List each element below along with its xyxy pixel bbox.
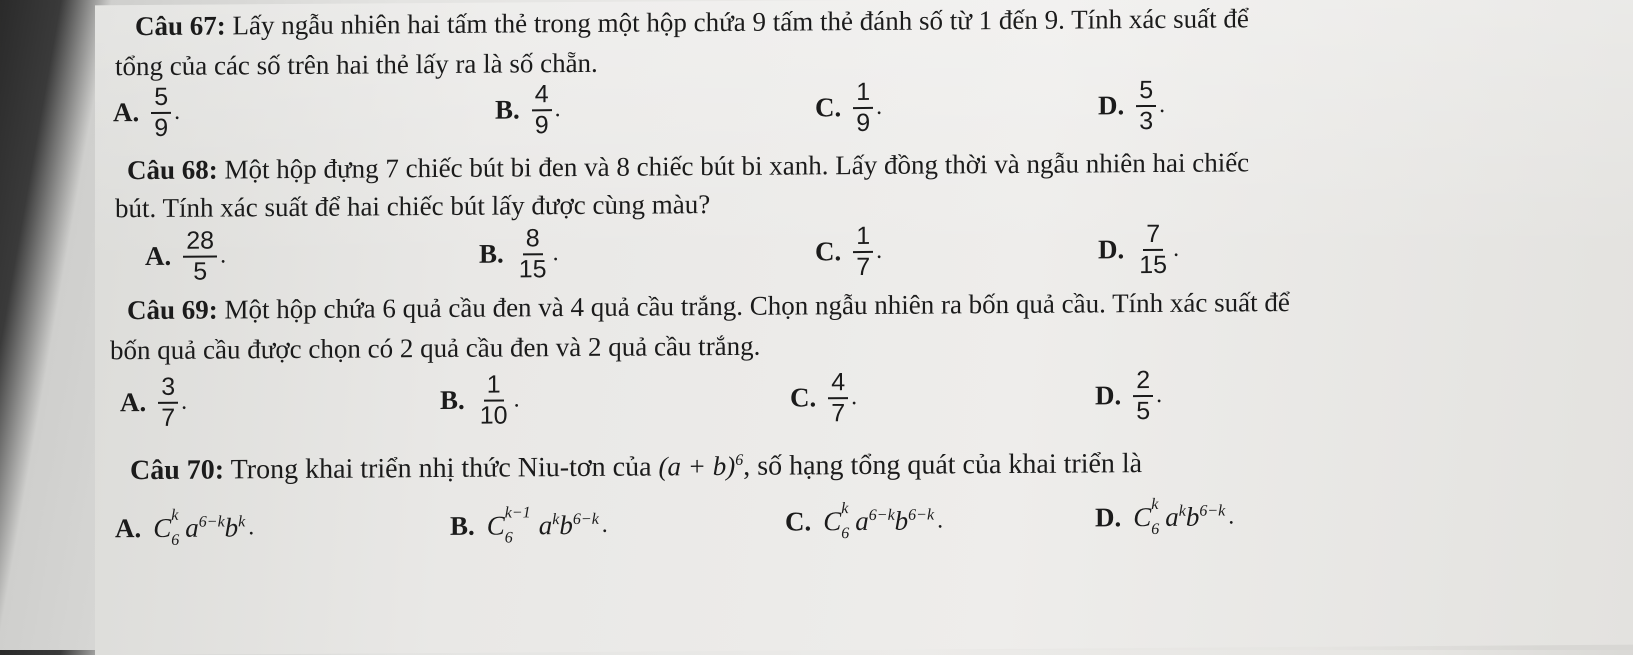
exp-b: 6−k xyxy=(1199,502,1226,520)
comb-sup: k xyxy=(1151,495,1159,513)
fraction xyxy=(853,78,873,138)
term-a: a xyxy=(185,512,199,543)
option-label: D. xyxy=(1098,90,1125,121)
q67-option-b[interactable]: B. $\frac{4}{9}$ . xyxy=(495,80,561,140)
fraction xyxy=(1136,220,1170,280)
q67-option-c[interactable]: C. $\frac{1}{9}$ . xyxy=(815,77,883,137)
numerator: 4 xyxy=(828,368,848,399)
q70-option-b[interactable]: B. C k−1 6 $a^kb^{6-k}$ . xyxy=(450,504,608,547)
numerator: 28 xyxy=(183,227,217,258)
q70-text-pre: Trong khai triển nhị thức Niu-tơn của xyxy=(230,451,652,486)
exp-a: 6−k xyxy=(198,513,225,531)
q70-options xyxy=(95,495,1595,565)
fraction xyxy=(158,373,178,433)
paper-sheet xyxy=(95,0,1633,655)
option-label: D. xyxy=(1098,234,1125,265)
term-a: a xyxy=(1165,501,1179,532)
q68-heading: Câu 68: xyxy=(127,154,218,186)
option-label: D. xyxy=(1095,502,1122,533)
exp-a: k xyxy=(1178,502,1186,520)
denominator: 7 xyxy=(856,252,871,281)
numerator: 5 xyxy=(1136,76,1156,107)
denominator: 3 xyxy=(1139,106,1154,135)
comb-sub: 6 xyxy=(171,531,180,549)
q70-line1 xyxy=(130,448,1142,487)
exp-a: 6−k xyxy=(868,506,895,524)
comb-sub: 6 xyxy=(1151,520,1160,538)
q70-option-d[interactable]: D. C k 6 $a^kb^{6-k}$ . xyxy=(1095,495,1235,538)
q69-option-a[interactable]: A. $\frac{3}{7}$ . xyxy=(120,372,188,432)
fraction xyxy=(532,80,552,140)
q69-heading: Câu 69: xyxy=(127,294,218,326)
q67-line1 xyxy=(135,3,1249,42)
comb-sup: k−1 xyxy=(504,504,531,522)
option-label: A. xyxy=(115,513,142,544)
q69-option-c[interactable]: C. $\frac{4}{7}$ . xyxy=(790,368,858,427)
option-label: D. xyxy=(1095,380,1122,411)
term-b: b xyxy=(1185,501,1200,532)
q69-option-b[interactable]: B. $\frac{1}{10}$ . xyxy=(440,370,520,430)
q68-options xyxy=(95,217,1595,297)
q67-text1: Lấy ngẫu nhiên hai tấm thẻ trong một hộp chứa 9 tấm thẻ đánh số từ 1 đến 9. Tính xác suất để xyxy=(232,3,1249,41)
q70-text-post: , số hạng tổng quát của khai triển là xyxy=(743,448,1143,482)
numerator: 1 xyxy=(853,78,873,109)
q69-options xyxy=(95,363,1595,453)
denominator: 9 xyxy=(856,108,871,137)
q68-option-a[interactable]: A. $\frac{28}{5}$ . xyxy=(145,226,227,286)
q67-options xyxy=(95,73,1595,153)
option-label: B. xyxy=(440,385,465,416)
q70-binomial xyxy=(659,451,744,482)
q68-option-c[interactable]: C. $\frac{1}{7}$ . xyxy=(815,221,883,281)
q68-text1: Một hộp đựng 7 chiếc bút bi đen và 8 chiếc bút bi xanh. Lấy đồng thời và ngẫu nhiên hai chiếc xyxy=(224,147,1250,185)
q70-heading: Câu 70: xyxy=(130,454,225,487)
comb-sup: k xyxy=(171,506,179,524)
option-label: C. xyxy=(815,92,842,123)
q70-option-c[interactable]: C. C k 6 $a^{6-k}b^{6-k}$ . xyxy=(785,500,944,543)
q68-option-d[interactable]: D. $\frac{7}{15}$ . xyxy=(1098,219,1180,279)
denominator: 10 xyxy=(479,401,508,430)
fraction xyxy=(828,368,848,428)
numerator: 1 xyxy=(484,371,504,402)
q67-heading: Câu 67: xyxy=(135,10,226,42)
term-b: b xyxy=(224,512,239,543)
denominator: 5 xyxy=(193,257,208,286)
q67-option-a[interactable]: A. $\frac{5}{9}$ . xyxy=(113,82,181,142)
option-label: A. xyxy=(113,97,140,128)
q68-option-b[interactable]: B. $\frac{8}{15}$ . xyxy=(479,224,559,284)
numerator: 4 xyxy=(532,80,552,111)
numerator: 7 xyxy=(1143,220,1163,251)
term-b: b xyxy=(559,510,573,541)
binomial-base: (a + b) xyxy=(658,450,736,482)
comb-sup: k xyxy=(841,500,849,518)
binomial-exponent: 6 xyxy=(735,451,744,469)
combination-symbol: C xyxy=(486,510,505,541)
q67-line2: tổng của các số trên hai thẻ lấy ra là số chẵn. xyxy=(115,47,598,82)
fraction xyxy=(151,83,171,143)
denominator: 9 xyxy=(534,110,549,140)
q69-option-d[interactable]: D. $\frac{2}{5}$ . xyxy=(1095,366,1163,425)
q70-option-a[interactable]: A. C k 6 $a^{6-k}b^k$ . xyxy=(115,506,255,549)
comb-sub: 6 xyxy=(504,529,513,547)
denominator: 15 xyxy=(1139,250,1168,279)
option-label: B. xyxy=(450,510,475,541)
q68-line1 xyxy=(127,147,1249,186)
denominator: 7 xyxy=(161,403,176,432)
q69-text1: Một hộp chứa 6 quả cầu đen và 4 quả cầu trắng. Chọn ngẫu nhiên ra bốn quả cầu. Tính xác suất để xyxy=(224,287,1290,325)
term-a: a xyxy=(855,505,869,537)
combination-symbol: C xyxy=(823,506,842,537)
fraction xyxy=(1133,366,1153,426)
q67-option-d[interactable]: D. $\frac{5}{3}$ . xyxy=(1098,75,1166,135)
numerator: 5 xyxy=(151,83,171,114)
denominator: 5 xyxy=(1136,396,1151,425)
numerator: 8 xyxy=(523,224,543,255)
term-expression xyxy=(823,500,935,543)
q69-line2: bốn quả cầu được chọn có 2 quả cầu đen và 2 quả cầu trắng. xyxy=(110,330,761,366)
fraction xyxy=(477,370,511,430)
denominator: 7 xyxy=(831,398,846,427)
term-b: b xyxy=(894,505,909,536)
numerator: 1 xyxy=(853,222,873,253)
option-label: B. xyxy=(479,238,504,269)
option-label: A. xyxy=(120,387,147,418)
comb-sub: 6 xyxy=(841,525,850,543)
combination-symbol: C xyxy=(1133,501,1152,533)
option-label: C. xyxy=(815,236,842,267)
fraction xyxy=(516,224,550,284)
exp-a: k xyxy=(552,511,560,529)
combination-symbol: C xyxy=(153,512,172,543)
fraction xyxy=(853,222,873,282)
numerator: 2 xyxy=(1133,366,1153,397)
numerator: 3 xyxy=(158,373,178,404)
option-label: A. xyxy=(145,241,172,272)
q68-line2: bút. Tính xác suất để hai chiếc bút lấy được cùng màu? xyxy=(115,189,711,224)
denominator: 9 xyxy=(154,113,169,142)
exp-b: 6−k xyxy=(572,510,599,529)
term-a: a xyxy=(538,510,553,541)
option-label: B. xyxy=(495,94,520,125)
exp-b: k xyxy=(238,513,246,531)
exp-b: 6−k xyxy=(908,506,935,524)
fraction xyxy=(183,227,217,287)
denominator: 15 xyxy=(518,254,547,284)
option-label: C. xyxy=(790,382,817,413)
option-label: C. xyxy=(785,506,812,537)
term-expression xyxy=(486,504,599,547)
fraction xyxy=(1136,76,1156,136)
